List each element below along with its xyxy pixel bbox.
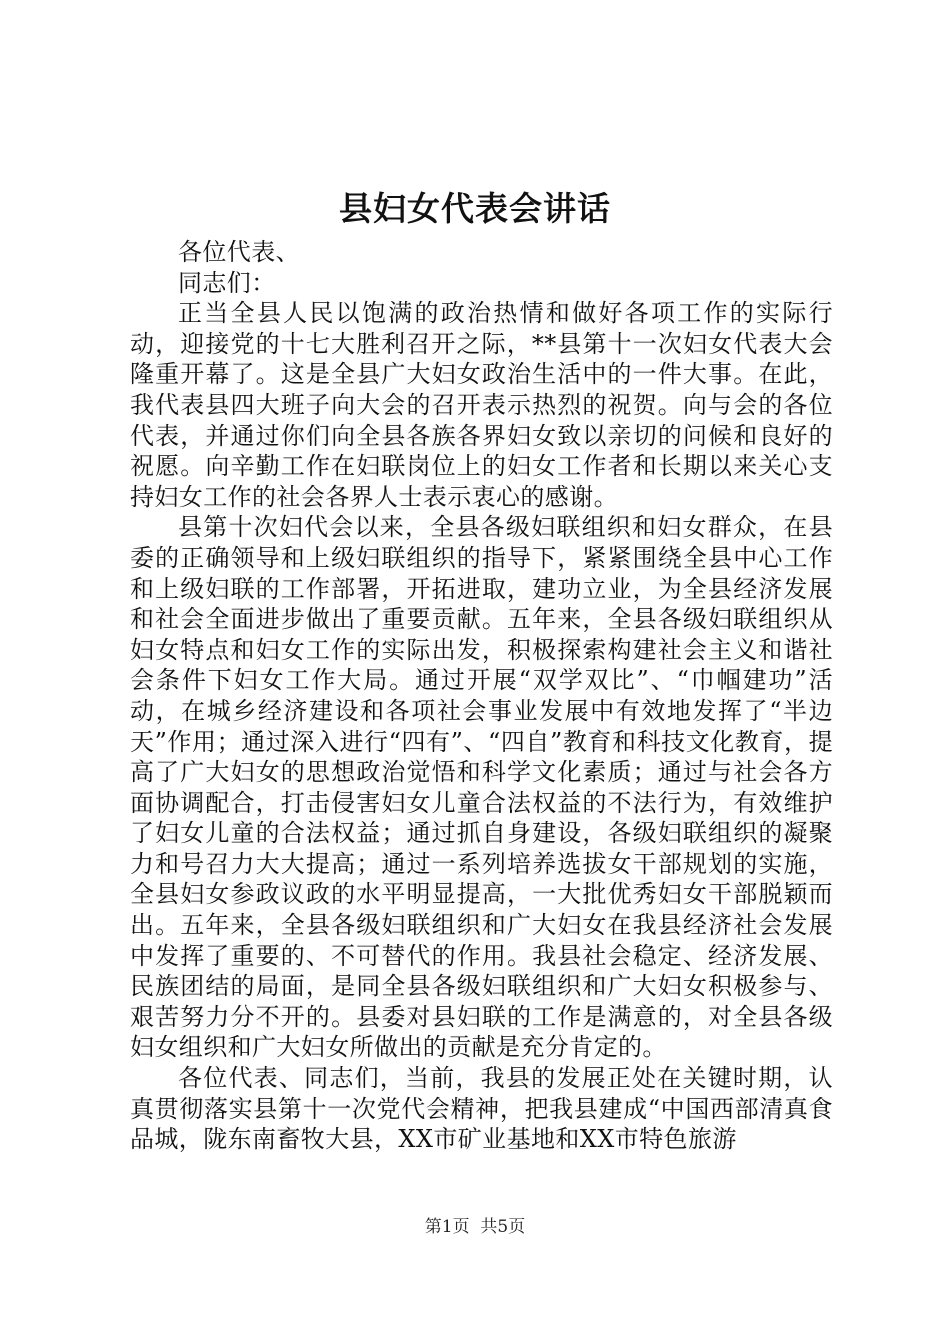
page-number-label: 第1页 共5页: [424, 1217, 526, 1237]
document-body: [130, 237, 833, 1155]
body-paragraph: 各位代表、同志们，当前，我县的发展正处在关键时期，认真贯彻落实县第十一次党代会精神，把我县建成“中国西部清真食品城，陇东南畜牧大县，XX市矿业基地和XX市特色旅游: [130, 1064, 833, 1154]
salutation-line: 同志们：: [178, 268, 276, 297]
salutation-line: 各位代表、: [178, 238, 300, 266]
body-paragraph: 正当全县人民以饱满的政治热情和做好各项工作的实际行动，迎接党的十七大胜利召开之际，**县第十一次妇女代表大会隆重开幕了。这是全县广大妇女政治生活中的一件大事。在此，我代表县四大班子向大会的召开表示热烈的祝贺。向与会的各位代表，并通过你们向全县各族各界妇女致以亲切的问候和良好的祝愿。向辛勤工作在妇联岗位上的妇女工作者和长期以来关心支持妇女工作的社会各界人士表示衷心的感谢。: [130, 299, 833, 511]
body-paragraph: 县第十次妇代会以来，全县各级妇联组织和妇女群众，在县委的正确领导和上级妇联组织的指导下，紧紧围绕全县中心工作和上级妇联的工作部署，开拓进取，建功立业，为全县经济发展和社会全面进步做出了重要贡献。五年来，全县各级妇联组织从妇女特点和妇女工作的实际出发，积极探索构建社会主义和谐社会条件下妇女工作大局。通过开展“双学双比”、“巾帼建功”活动，在城乡经济建设和各项社会事业发展中有效地发挥了“半边天”作用；通过深入进行“四有”、“四自”教育和科技文化教育，提高了广大妇女的思想政治觉悟和科学文化素质；通过与社会各方面协调配合，打击侵害妇女儿童合法权益的不法行为，有效维护了妇女儿童的合法权益；通过抓自身建设，各级妇联组织的凝聚力和号召力大大提高；通过一系列培养选拔女干部规划的实施，全县妇女参政议政的水平明显提高，一大批优秀妇女干部脱颖而出。五年来，全县各级妇联组织和广大妇女在我县经济社会发展中发挥了重要的、不可替代的作用。我县社会稳定、经济发展、民族团结的局面，是同全县各级妇联组织和广大妇女积极参与、艰苦努力分不开的。县委对县妇联的工作是满意的，对全县各级妇女组织和广大妇女所做出的贡献是充分肯定的。: [130, 513, 833, 1062]
page-footer: [0, 1215, 950, 1239]
document-title: 县妇女代表会讲话: [339, 189, 611, 228]
